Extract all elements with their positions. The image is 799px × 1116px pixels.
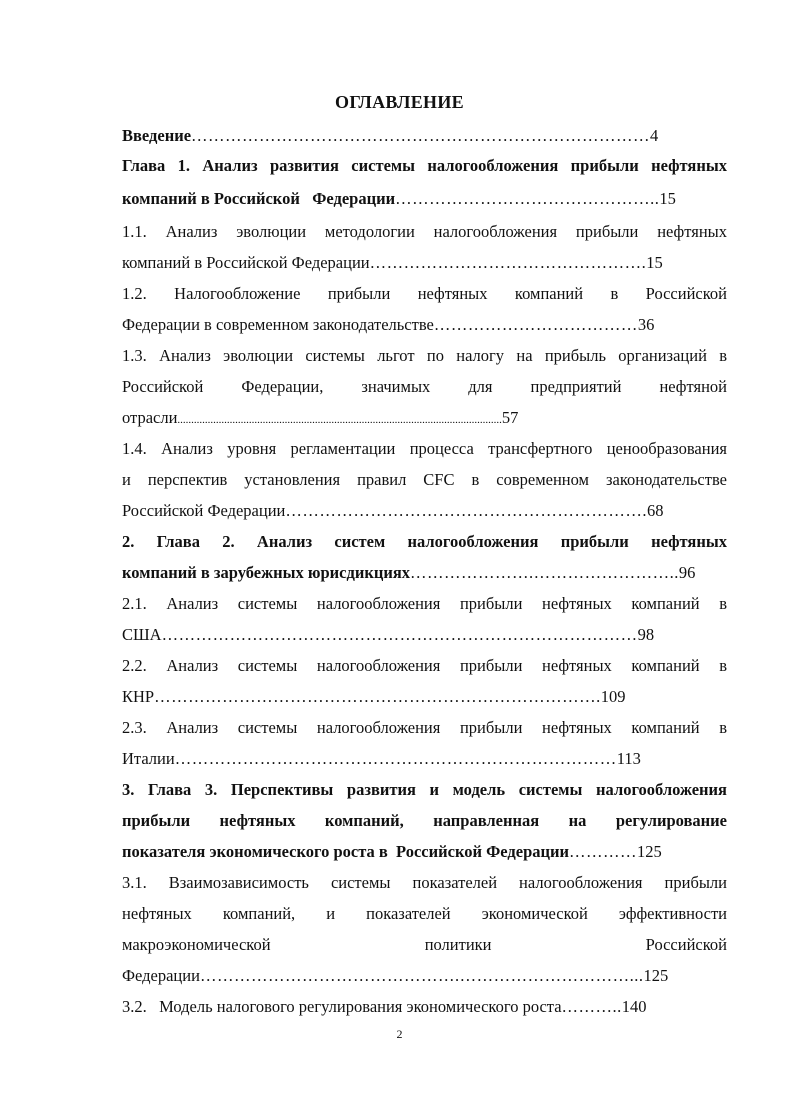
toc-page-number: 98 bbox=[637, 625, 655, 644]
toc-title: ОГЛАВЛЕНИЕ bbox=[335, 92, 464, 112]
toc-entry-text: компаний в Российской Федерации bbox=[122, 253, 370, 272]
toc-entry-3-1-end[interactable] bbox=[122, 966, 727, 986]
toc-entry-1-1-cont[interactable] bbox=[122, 253, 727, 273]
toc-entry-chapter-3[interactable]: 3. Глава 3. Перспективы развития и модель системы налогообложения bbox=[122, 780, 727, 799]
leader-dots: ……….. bbox=[561, 997, 622, 1016]
toc-page-number: 140 bbox=[621, 997, 647, 1016]
toc-entry-chapter-1[interactable]: Глава 1. Анализ развития системы налогообложения прибыли нефтяных bbox=[122, 156, 727, 175]
toc-entry-3-1-cont[interactable]: нефтяных компаний, и показателей экономической эффективности bbox=[122, 904, 727, 923]
toc-entry-2-1[interactable]: 2.1. Анализ системы налогообложения прибыли нефтяных компаний в bbox=[122, 594, 727, 613]
leader-dots: ……………………………… bbox=[433, 315, 638, 334]
toc-entry-2-1-cont[interactable] bbox=[122, 625, 727, 645]
toc-entry-3-1[interactable]: 3.1. Взаимозависимость системы показателей налогообложения прибыли bbox=[122, 873, 727, 892]
toc-entry-text: компаний в зарубежных юрисдикциях bbox=[122, 563, 411, 582]
leader-dots: ………………….…………………….. bbox=[410, 563, 679, 582]
toc-page-number: 96 bbox=[678, 563, 696, 582]
toc-entry-3-2[interactable] bbox=[122, 997, 727, 1017]
page-number: 2 bbox=[396, 1027, 403, 1041]
toc-entry-1-3-end[interactable] bbox=[122, 408, 727, 430]
toc-page-number: 113 bbox=[616, 749, 641, 768]
toc-entry-1-1[interactable]: 1.1. Анализ эволюции методологии налогообложения прибыли нефтяных bbox=[122, 222, 727, 241]
toc-entry-text: Федерации bbox=[122, 966, 200, 985]
toc-entry-1-2-cont[interactable] bbox=[122, 315, 727, 335]
leader-dots: …………………………………………………………………… bbox=[174, 749, 617, 768]
toc-entry-3-1-cont2[interactable]: макроэкономической политики Российской bbox=[122, 935, 727, 954]
toc-entry-introduction[interactable] bbox=[122, 126, 727, 146]
toc-entry-2-2[interactable]: 2.2. Анализ системы налогообложения прибыли нефтяных компаний в bbox=[122, 656, 727, 675]
toc-entry-text: компаний в Российской Федерации bbox=[122, 189, 396, 208]
toc-entry-chapter-3-cont[interactable]: прибыли нефтяных компаний, направленная на регулирование bbox=[122, 811, 727, 830]
toc-entry-1-3-cont[interactable]: Российской Федерации, значимых для предприятий нефтяной bbox=[122, 377, 727, 396]
toc-page-number: 36 bbox=[637, 315, 655, 334]
toc-entry-2-2-cont[interactable] bbox=[122, 687, 727, 707]
leader-dots: ……………………………………….. bbox=[395, 189, 660, 208]
leader-dots: ……………………………………….…………………………... bbox=[199, 966, 644, 985]
toc-page-number: 15 bbox=[646, 253, 663, 272]
leader-dots: ………………………………………………………………………… bbox=[161, 625, 638, 644]
toc-page-number: 109 bbox=[600, 687, 626, 706]
toc-page-number: 4 bbox=[650, 126, 659, 145]
toc-entry-1-4-end[interactable] bbox=[122, 501, 727, 521]
leader-dots: ……………………………………………………………………… bbox=[191, 126, 651, 145]
toc-entry-text: Италии bbox=[122, 749, 175, 768]
leader-dots: ...................................................................................................................... bbox=[177, 414, 502, 426]
toc-entry-1-3[interactable]: 1.3. Анализ эволюции системы льгот по налогу на прибыль организаций в bbox=[122, 346, 727, 365]
toc-entry-1-2[interactable]: 1.2. Налогообложение прибыли нефтяных компаний в Российской bbox=[122, 284, 727, 303]
toc-page-number: 57 bbox=[501, 408, 519, 427]
toc-entry-text: показателя экономического роста в Российской Федерации bbox=[122, 842, 570, 861]
toc-entry-text: Введение bbox=[122, 126, 192, 145]
toc-entry-1-4-cont[interactable]: и перспектив установления правил CFC в современном законодательстве bbox=[122, 470, 727, 489]
leader-dots: ………………………………………………………. bbox=[285, 501, 647, 520]
toc-entry-chapter-3-end[interactable] bbox=[122, 842, 727, 862]
toc-entry-text: Федерации в современном законодательстве bbox=[122, 315, 434, 334]
toc-entry-2-3[interactable]: 2.3. Анализ системы налогообложения прибыли нефтяных компаний в bbox=[122, 718, 727, 737]
toc-page-number: 68 bbox=[647, 501, 664, 520]
toc-page-number: 125 bbox=[643, 966, 669, 985]
toc-entry-text: КНР bbox=[122, 687, 155, 706]
leader-dots: ……………………………………………………………………. bbox=[154, 687, 601, 706]
toc-entry-text: 3.2. Модель налогового регулирования экономического роста bbox=[122, 997, 562, 1016]
toc-entry-text: США bbox=[122, 625, 162, 644]
toc-page-number: 15 bbox=[659, 189, 676, 208]
leader-dots: …………………………………………. bbox=[369, 253, 647, 272]
toc-entry-chapter-1-cont[interactable] bbox=[122, 189, 727, 209]
toc-entry-1-4[interactable]: 1.4. Анализ уровня регламентации процесса трансфертного ценообразования bbox=[122, 439, 727, 458]
toc-page-number: 125 bbox=[637, 842, 662, 861]
toc-entry-chapter-2[interactable]: 2. Глава 2. Анализ систем налогообложения прибыли нефтяных bbox=[122, 532, 727, 551]
leader-dots: ………… bbox=[569, 842, 638, 861]
toc-entry-chapter-2-cont[interactable] bbox=[122, 563, 727, 583]
toc-entry-text: отрасли bbox=[122, 408, 178, 427]
toc-entry-text: Российской Федерации bbox=[122, 501, 286, 520]
toc-entry-2-3-cont[interactable] bbox=[122, 749, 727, 769]
